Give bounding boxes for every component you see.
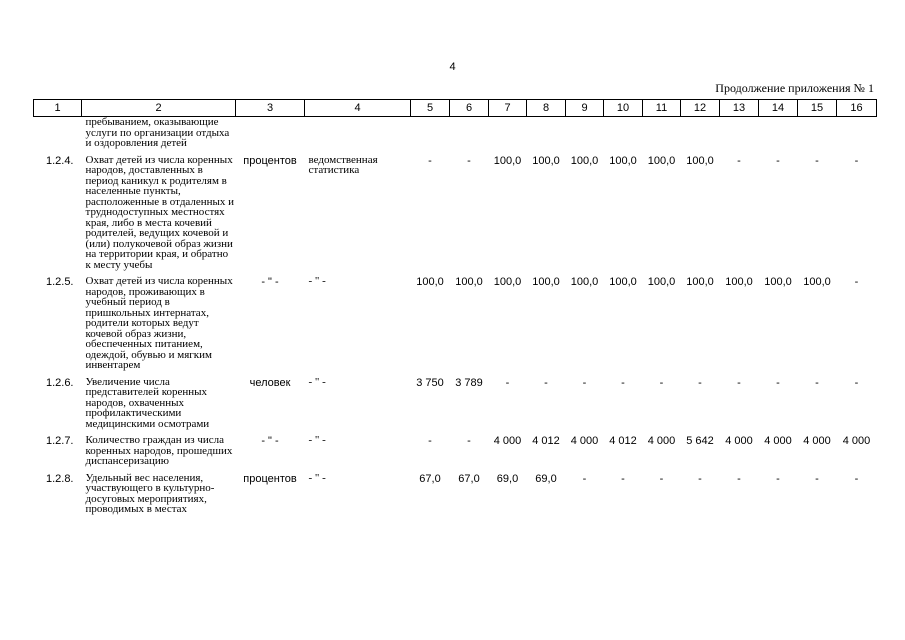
year-value: 3 789 bbox=[455, 376, 483, 389]
unit-of-measure: - " - bbox=[261, 276, 279, 288]
row-number: 1.2.5. bbox=[45, 276, 74, 288]
year-value: - bbox=[582, 376, 587, 389]
year-value: 4 000 bbox=[842, 435, 871, 447]
year-value bbox=[450, 117, 489, 155]
year-value: 67,0 bbox=[419, 472, 441, 485]
year-value: 100,0 bbox=[686, 154, 714, 167]
year-value: 100,0 bbox=[725, 276, 753, 288]
table-row bbox=[34, 155, 877, 277]
column-header-4: 4 bbox=[305, 100, 411, 117]
year-value: 100,0 bbox=[647, 276, 676, 288]
column-header-8: 8 bbox=[527, 100, 566, 117]
unit-of-measure bbox=[236, 117, 305, 155]
table-header bbox=[34, 100, 877, 117]
year-value bbox=[720, 117, 759, 155]
year-value: - bbox=[815, 472, 819, 485]
column-header-10: 10 bbox=[604, 100, 643, 117]
year-value: 100,0 bbox=[532, 154, 560, 167]
year-value: - bbox=[698, 472, 702, 485]
year-value: 100,0 bbox=[416, 276, 444, 288]
year-value: - bbox=[467, 154, 471, 167]
year-value: - bbox=[467, 435, 471, 447]
year-value bbox=[527, 117, 566, 155]
year-value: 4 012 bbox=[609, 435, 637, 447]
year-value bbox=[798, 117, 837, 155]
year-value bbox=[759, 117, 798, 155]
table-body bbox=[34, 117, 877, 521]
year-value: - bbox=[737, 154, 741, 167]
year-value: 69,0 bbox=[496, 472, 519, 485]
year-value: - bbox=[854, 276, 859, 288]
appendix-continuation-label: Продолжение приложения № 1 bbox=[715, 81, 874, 95]
column-header-15: 15 bbox=[798, 100, 837, 117]
year-value: 100,0 bbox=[493, 154, 522, 167]
year-value: - bbox=[854, 472, 859, 485]
year-value bbox=[489, 117, 527, 155]
row-number: 1.2.4. bbox=[45, 154, 74, 167]
indicators-table bbox=[33, 99, 877, 521]
column-header-6: 6 bbox=[450, 100, 489, 117]
column-header-16: 16 bbox=[837, 100, 877, 117]
year-value bbox=[643, 117, 681, 155]
year-value: 4 000 bbox=[725, 435, 753, 447]
year-value bbox=[837, 117, 877, 155]
year-value: - bbox=[776, 472, 780, 485]
indicator-name: Увеличение числа представителей коренных народов, охваченных профилактическими медицинскими осмотрами bbox=[85, 375, 210, 430]
column-header-9: 9 bbox=[566, 100, 604, 117]
year-value: 100,0 bbox=[686, 276, 714, 288]
table-row bbox=[34, 435, 877, 473]
year-value: - bbox=[621, 472, 625, 485]
row-number bbox=[34, 117, 82, 155]
year-value: - bbox=[698, 376, 702, 389]
year-value: 4 000 bbox=[493, 435, 522, 447]
indicator-name: Охват детей из числа коренных народов, доставленных в период каникул к родителям в населенные пункты, расположенные в отдаленных и труднодоступных местностях края, либо в места кочевий родителей, ведущих кочевой и (или) полукочевой образ жизни на территории края, и обратно к месту учебы bbox=[85, 153, 235, 271]
year-value: - bbox=[815, 154, 819, 167]
data-source bbox=[305, 117, 411, 155]
year-value: - bbox=[428, 154, 432, 167]
column-header-2: 2 bbox=[82, 100, 236, 117]
column-header-14: 14 bbox=[759, 100, 798, 117]
year-value: 5 642 bbox=[686, 435, 714, 447]
year-value: 100,0 bbox=[570, 154, 599, 167]
year-value: 4 000 bbox=[647, 435, 676, 447]
column-header-13: 13 bbox=[720, 100, 759, 117]
year-value: 100,0 bbox=[803, 276, 831, 288]
year-value: 4 012 bbox=[532, 435, 560, 447]
year-value: - bbox=[505, 376, 510, 389]
year-value: 100,0 bbox=[570, 276, 599, 288]
year-value: - bbox=[428, 435, 432, 447]
year-value bbox=[681, 117, 720, 155]
table-row bbox=[34, 473, 877, 521]
year-value bbox=[566, 117, 604, 155]
year-value: - bbox=[737, 472, 741, 485]
year-value: 100,0 bbox=[532, 276, 560, 288]
year-value bbox=[604, 117, 643, 155]
unit-of-measure: человек bbox=[249, 376, 291, 389]
year-value: - bbox=[659, 376, 664, 389]
row-number: 1.2.6. bbox=[45, 376, 74, 389]
unit-of-measure: - " - bbox=[261, 435, 279, 447]
row-number: 1.2.8. bbox=[45, 472, 74, 485]
column-header-5: 5 bbox=[411, 100, 450, 117]
year-value: - bbox=[854, 376, 859, 389]
indicator-name: Количество граждан из числа коренных народов, прошедших диспансеризацию bbox=[85, 434, 233, 467]
year-value: 100,0 bbox=[764, 276, 792, 288]
year-value: - bbox=[776, 154, 780, 167]
column-header-3: 3 bbox=[236, 100, 305, 117]
year-value: 3 750 bbox=[416, 376, 444, 389]
year-value: 67,0 bbox=[458, 472, 480, 485]
row-number: 1.2.7. bbox=[45, 435, 74, 447]
data-source: - " - bbox=[308, 434, 326, 446]
column-header-12: 12 bbox=[681, 100, 720, 117]
year-value: 4 000 bbox=[764, 435, 792, 447]
unit-of-measure: процентов bbox=[243, 154, 297, 167]
year-value: 69,0 bbox=[535, 472, 557, 485]
year-value: - bbox=[776, 376, 780, 389]
data-source: ведомственная статистика bbox=[308, 153, 378, 176]
data-source: - " - bbox=[308, 275, 326, 287]
column-header-7: 7 bbox=[489, 100, 527, 117]
page-number: 4 bbox=[449, 61, 456, 73]
year-value bbox=[411, 117, 450, 155]
unit-of-measure: процентов bbox=[243, 472, 297, 485]
year-value: 4 000 bbox=[803, 435, 831, 447]
column-header-1: 1 bbox=[34, 100, 82, 117]
year-value: 100,0 bbox=[609, 276, 637, 288]
year-value: - bbox=[659, 472, 664, 485]
year-value: 100,0 bbox=[493, 276, 522, 288]
year-value: - bbox=[854, 154, 859, 167]
year-value: 4 000 bbox=[570, 435, 599, 447]
year-value: - bbox=[815, 376, 819, 389]
data-source: - " - bbox=[308, 375, 326, 388]
year-value: - bbox=[544, 376, 548, 389]
table-row bbox=[34, 276, 877, 377]
data-source: - " - bbox=[308, 471, 326, 484]
table-row bbox=[34, 117, 877, 155]
year-value: 100,0 bbox=[455, 276, 483, 288]
table-row bbox=[34, 377, 877, 436]
year-value: 100,0 bbox=[647, 154, 676, 167]
year-value: - bbox=[582, 472, 587, 485]
year-value: - bbox=[621, 376, 625, 389]
indicator-name: пребыванием, оказывающие услуги по организации отдыха и оздоровления детей bbox=[85, 116, 230, 149]
indicator-name: Удельный вес населения, участвующего в культурно-досуговых мероприятиях, проводимых в местах bbox=[85, 471, 215, 515]
year-value: - bbox=[737, 376, 741, 389]
column-header-11: 11 bbox=[643, 100, 681, 117]
indicator-name: Охват детей из числа коренных народов, проживающих в учебный период в пришкольных интернатах, родители которых ведут кочевой образ жизни, обеспеченных питанием, одеждой, обувью и мягким инвентарем bbox=[85, 275, 233, 371]
year-value: 100,0 bbox=[609, 154, 637, 167]
